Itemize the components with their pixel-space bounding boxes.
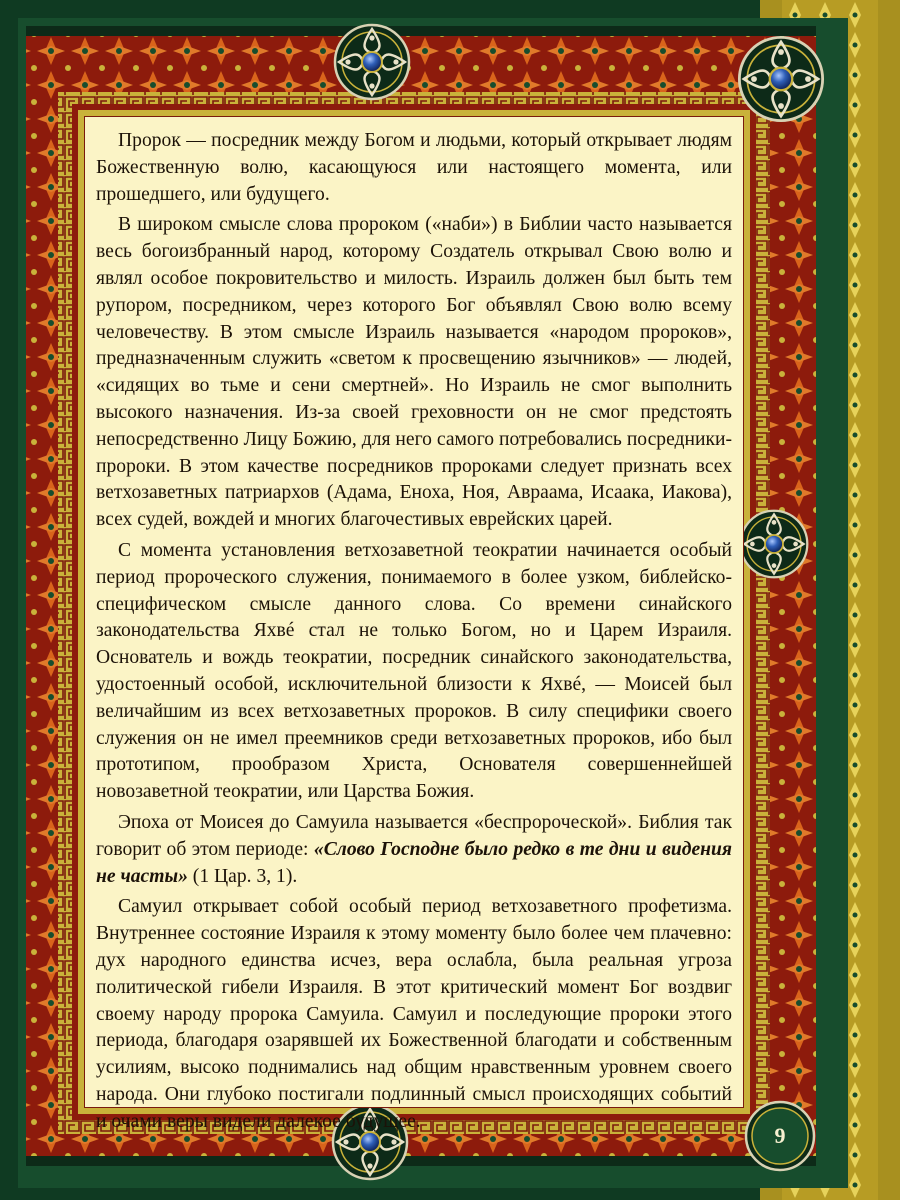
paragraph: В широком смысле слова пророком («наби») в Библии часто называется весь богоизбранный народ, которому Создатель открывал Свою волю и являл особое покровительство и милость. Израиль должен был быть тем рупором, посредником, через которого Бог объявлял Свою волю всему человечеству. В этом смысле Израиль называется «народом пророков», предназначенным служить «светом к просвещению язычников» — людей, «сидящих во тьме и сени смертней». Но Израиль не смог выполнить высокого назначения. Из-за своей греховности он не смог предстоять непосредственно Лицу Божию, для него самого потребовались посредники-пророки. В этом качестве посредников пророками следует признать всех ветхозаветных патриархов (Адама, Еноха, Ноя, Авраама, Исаака, Иакова), всех судей, вождей и многих благочестивых еврейских царей. bbox=[96, 214, 732, 531]
cross-medallion-icon bbox=[335, 25, 409, 99]
bible-quote: «Слово Господне было редко в те дни и видения не часты» bbox=[96, 838, 733, 887]
page-body bbox=[96, 128, 732, 1135]
cross-medallion-icon bbox=[739, 37, 822, 120]
paragraph: Пророк — посредник между Богом и людьми, который открывает людям Божественную волю, касающуюся или настоящего момента, или прошедшего, или будущего. bbox=[96, 130, 732, 205]
paragraph-text: Эпоха от Моисея до Самуила называется «беспророческой». Библия так говорит об этом периоде: bbox=[96, 811, 732, 860]
paragraph: Самуил открывает собой особый период ветхозаветного профетизма. Внутреннее состояние Израиля к этому моменту было более чем плачевно: дух народного единства исчез, вера ослабла, была реальная угроза политической гибели Израиля. В этот критический момент Бог воздвиг своему народу пророка Самуила. Самуил и последующие пророки этого периода, благодаря озарявшей их Божественной благодати и собственным усилиям, высоко поднимались над общим нравственным уровнем своего народа. Они глубоко постигали подлинный смысл происходящих событий и очами веры видели далекое будущее. bbox=[96, 896, 732, 1132]
bible-reference: (1 Цар. 3, 1). bbox=[187, 865, 298, 887]
paragraph bbox=[96, 810, 732, 890]
paragraph: С момента установления ветхозаветной теократии начинается особый период пророческого служения, понимаемого в более узком, библейско-специфическом смысле данного слова. Со времени синайского законодательства Яхвé стал не только Богом, но и Царем Израиля. Основатель и вождь теократии, посредник синайского законодательства, удостоенный особой, исключительной близости к Яхвé, — Моисей был величайшим из всех ветхозаветных пророков. В силу специфики своего служения он не имел преемников среди ветхозаветных пророков, ибо был прототипом, прообразом Христа, Основателя совершеннейшей новозаветной теократии, или Царства Божия. bbox=[96, 539, 732, 803]
page-number: 9 bbox=[774, 1123, 786, 1148]
cross-medallion-icon bbox=[741, 511, 808, 578]
